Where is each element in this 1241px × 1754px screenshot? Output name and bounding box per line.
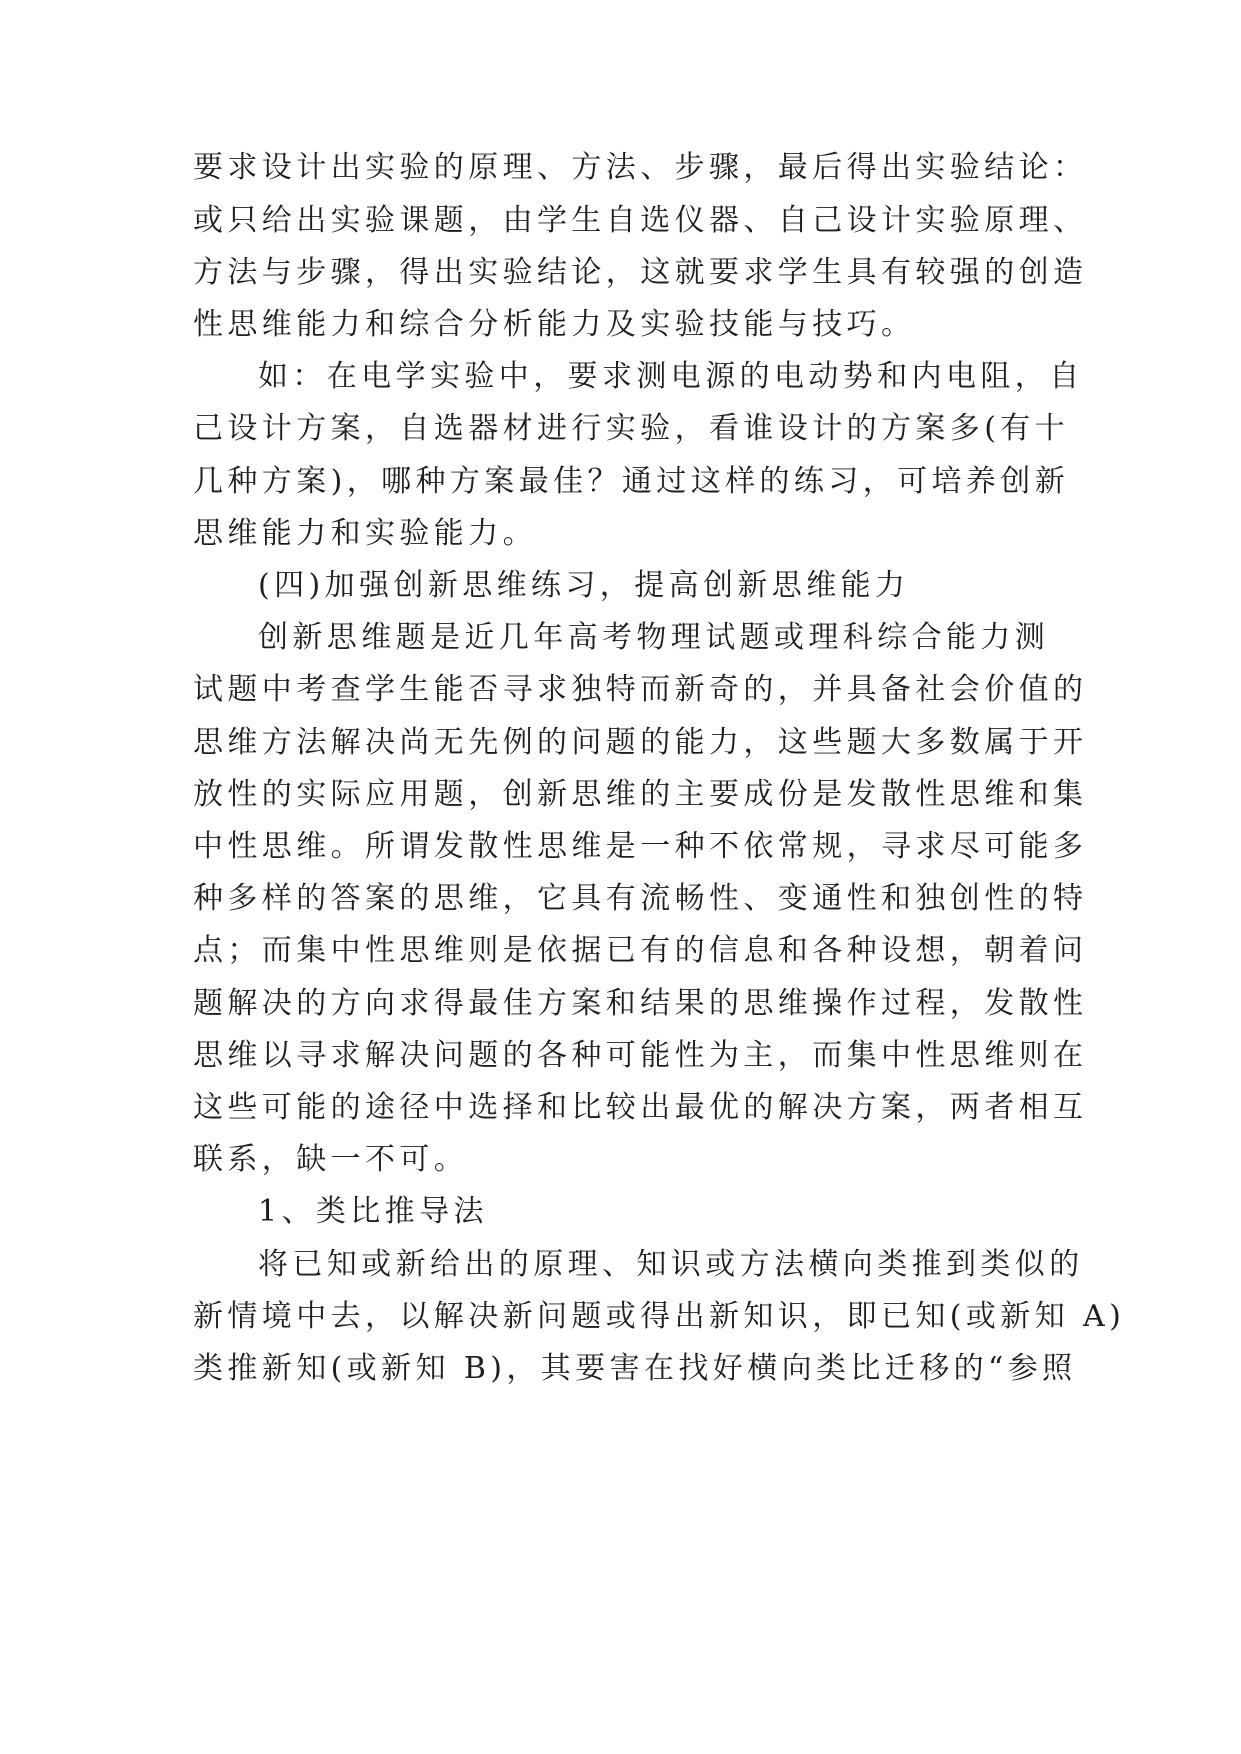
text-line: 题解决的方向求得最佳方案和结果的思维操作过程，发散性 [193, 986, 1088, 1021]
text-line: 思维方法解决尚无先例的问题的能力，这些题大多数属于开 [193, 725, 1088, 760]
text-line: 新情境中去，以解决新问题或得出新知识，即已知(或新知 A) [193, 1299, 1126, 1334]
text-line: 创新思维题是近几年高考物理试题或理科综合能力测 [258, 620, 1050, 655]
text-line: 要求设计出实验的原理、方法、步骤，最后得出实验结论： [193, 150, 1088, 185]
text-line: 或只给出实验课题，由学生自选仪器、自己设计实验原理、 [193, 203, 1088, 238]
text-line: 类推新知(或新知 B)，其要害在找好横向类比迁移的“参照 [193, 1351, 1077, 1386]
text-line: 中性思维。所谓发散性思维是一种不依常规，寻求尽可能多 [193, 829, 1088, 864]
text-line: 方法与步骤，得出实验结论，这就要求学生具有较强的创造 [193, 255, 1088, 290]
section-heading: (四)加强创新思维练习，提高创新思维能力 [258, 568, 910, 603]
text-line: 种多样的答案的思维，它具有流畅性、变通性和独创性的特 [193, 881, 1088, 916]
text-line: 点；而集中性思维则是依据已有的信息和各种设想，朝着问 [193, 933, 1088, 968]
text-line: 思维能力和实验能力。 [193, 516, 537, 551]
text-line: 将已知或新给出的原理、知识或方法横向类推到类似的 [258, 1247, 1084, 1282]
text-line: 如：在电学实验中，要求测电源的电动势和内电阻，自 [258, 359, 1084, 394]
text-line: 放性的实际应用题，创新思维的主要成份是发散性思维和集 [193, 777, 1088, 812]
text-line: 试题中考查学生能否寻求独特而新奇的，并具备社会价值的 [193, 672, 1088, 707]
text-line: 几种方案)，哪种方案最佳？通过这样的练习，可培养创新 [193, 464, 1070, 499]
text-line: 性思维能力和综合分析能力及实验技能与技巧。 [193, 307, 916, 342]
text-line: 这些可能的途径中选择和比较出最优的解决方案，两者相互 [193, 1090, 1088, 1125]
text-line: 联系，缺一不可。 [193, 1142, 469, 1177]
subsection-heading: 1、类比推导法 [258, 1194, 488, 1229]
text-line: 己设计方案，自选器材进行实验，看谁设计的方案多(有十 [193, 411, 1070, 446]
text-line: 思维以寻求解决问题的各种可能性为主，而集中性思维则在 [193, 1038, 1088, 1073]
